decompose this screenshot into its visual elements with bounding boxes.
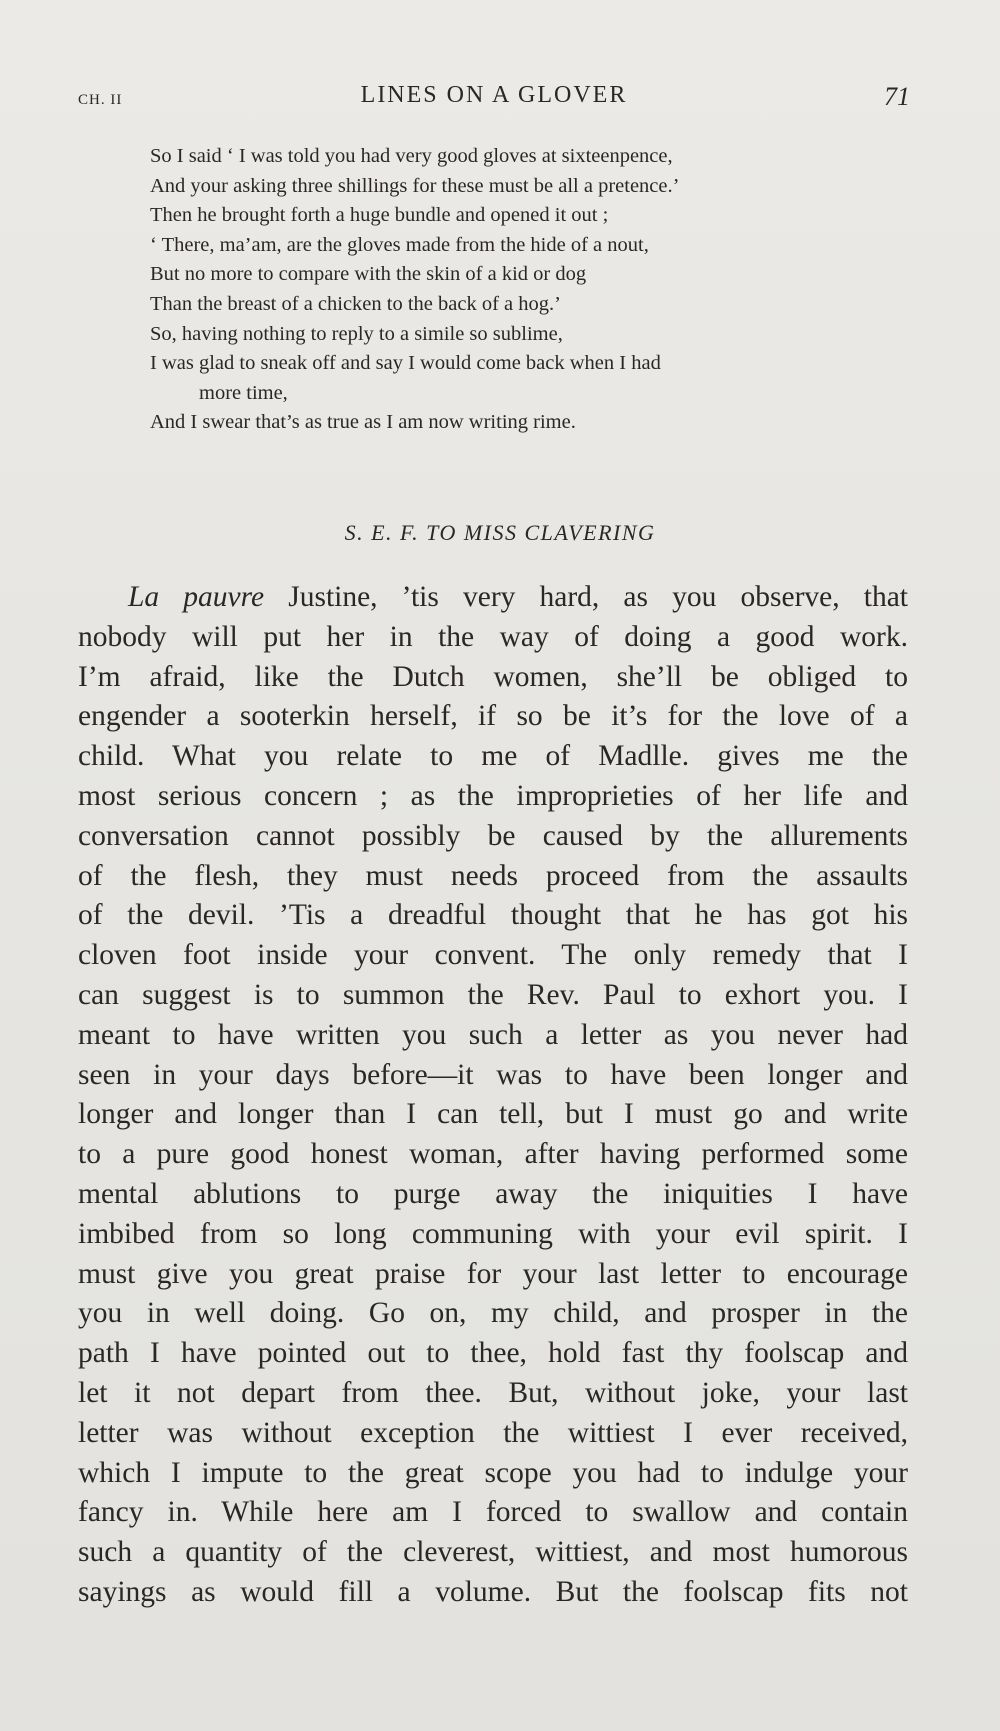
verse-line: So, having nothing to reply to a simile so sublime, — [150, 322, 563, 345]
prose-line: meant to have written you such a letter as you never had — [78, 1018, 908, 1051]
prose-line: can suggest is to summon the Rev. Paul to exhort you. I — [78, 978, 908, 1011]
verse-line: And I swear that’s as true as I am now writing rime. — [150, 411, 576, 434]
verse-line: ‘ There, ma’am, are the gloves made from the hide of a nout, — [150, 233, 649, 256]
prose-line: child. What you relate to me of Madlle. gives me the — [78, 740, 908, 773]
letter-body — [78, 578, 908, 1613]
prose-line: sayings as would fill a volume. But the foolscap fits not — [78, 1575, 908, 1608]
chapter-marker: CH. II — [78, 92, 123, 108]
prose-line: of the flesh, they must needs proceed from the assaults — [78, 859, 908, 892]
prose-line: mental ablutions to purge away the iniquities I have — [78, 1177, 908, 1210]
verse-line: And your asking three shillings for these must be all a pretence.’ — [150, 174, 680, 197]
prose-line: path I have pointed out to thee, hold fast thy foolscap and — [78, 1337, 908, 1370]
prose-line: you in well doing. Go on, my child, and prosper in the — [78, 1297, 908, 1330]
prose-line: most serious concern ; as the improprieties of her life and — [78, 779, 908, 812]
italic-phrase: La pauvre — [128, 581, 265, 613]
verse-line: But no more to compare with the skin of a kid or dog — [150, 263, 587, 286]
prose-line: imbibed from so long communing with your evil spirit. I — [78, 1217, 908, 1250]
prose-line: let it not depart from thee. But, without joke, your last — [78, 1376, 908, 1409]
prose-line-text: Justine, ’tis very hard, as you observe, that — [264, 581, 908, 613]
prose-line: I’m afraid, like the Dutch women, she’ll be obliged to — [78, 660, 908, 693]
verse-line: Then he brought forth a huge bundle and opened it out ; — [150, 204, 609, 227]
prose-line: such a quantity of the cleverest, wittiest, and most humorous — [78, 1536, 908, 1569]
letter-heading: S. E. F. TO MISS CLAVERING — [344, 520, 656, 545]
running-head — [78, 82, 910, 114]
verse-line-turnover: more time, — [199, 381, 288, 404]
verse-line: I was glad to sneak off and say I would come back when I had — [150, 352, 661, 375]
prose-line: seen in your days before—it was to have been longer and — [78, 1058, 908, 1091]
prose-line: which I impute to the great scope you had to indulge your — [78, 1456, 908, 1489]
prose-line: cloven foot inside your convent. The only remedy that I — [78, 939, 908, 972]
running-title: LINES ON A GLOVER — [360, 82, 628, 108]
prose-line: fancy in. While here am I forced to swallow and contain — [78, 1496, 908, 1529]
page-number: 71 — [884, 82, 910, 111]
prose-line: letter was without exception the wittiest I ever received, — [78, 1416, 908, 1449]
prose-line: nobody will put her in the way of doing a good work. — [78, 620, 908, 653]
prose-line: must give you great praise for your last letter to encourage — [78, 1257, 908, 1290]
prose-line: to a pure good honest woman, after having performed some — [78, 1138, 908, 1171]
prose-line: conversation cannot possibly be caused by the allurements — [78, 819, 908, 852]
prose-line: longer and longer than I can tell, but I must go and write — [78, 1098, 908, 1131]
verse-line: So I said ‘ I was told you had very good gloves at sixteenpence, — [150, 145, 673, 167]
verse-block — [150, 142, 870, 438]
verse-line: Than the breast of a chicken to the back of a hog.’ — [150, 292, 561, 315]
prose-line: of the devil. ’Tis a dreadful thought that he has got his — [78, 899, 908, 932]
prose-line: engender a sooterkin herself, if so be it’s for the love of a — [78, 700, 908, 733]
prose-line-first — [78, 578, 908, 618]
